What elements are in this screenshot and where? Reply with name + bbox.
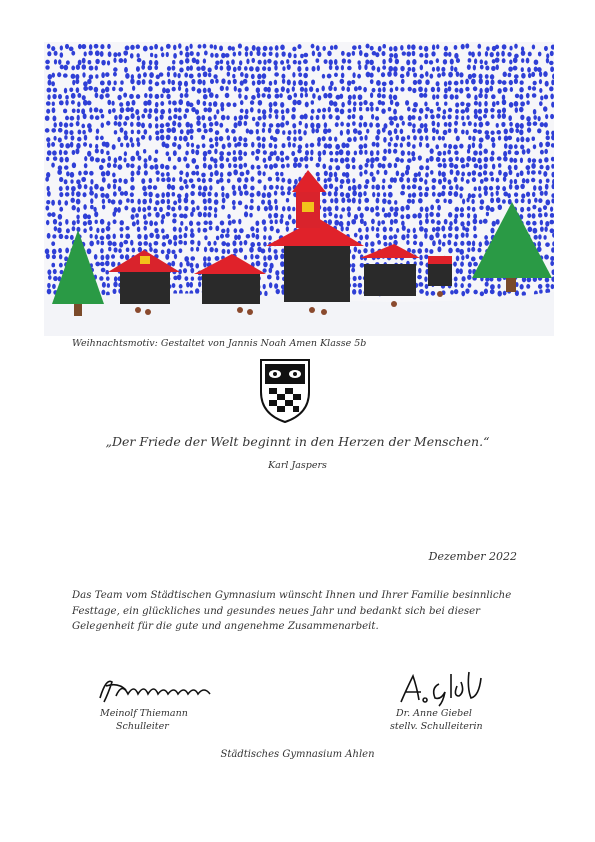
painting-illustration bbox=[44, 42, 554, 336]
painting-caption: Weihnachtsmotiv: Gestaltet von Jannis Noah Amen Klasse 5b bbox=[72, 338, 367, 349]
signature-thiemann bbox=[96, 672, 216, 706]
signatory-name-1: Meinolf Thiemann bbox=[100, 708, 188, 719]
school-crest-icon bbox=[257, 358, 313, 424]
house-4 bbox=[428, 256, 452, 286]
signatory-role-1: Schulleiter bbox=[116, 721, 169, 732]
quote: „Der Friede der Welt beginnt in den Herzen der Menschen.“ bbox=[105, 434, 490, 449]
quote-author: Karl Jaspers bbox=[268, 460, 327, 471]
date: Dezember 2022 bbox=[428, 550, 517, 563]
signature-giebel bbox=[395, 668, 491, 708]
signatory-role-2: stellv. Schulleiterin bbox=[390, 721, 483, 732]
christmas-painting bbox=[44, 42, 554, 336]
school-name: Städtisches Gymnasium Ahlen bbox=[220, 749, 375, 760]
signatory-name-2: Dr. Anne Giebel bbox=[396, 708, 472, 719]
greeting-message: Das Team vom Städtischen Gymnasium wünscht Ihnen und Ihrer Familie besinnliche Festtage, ein glückliches und gesundes neues Jahr und bedankt sich bei dieser Gelegenheit für die gute und angenehme Zusammenarbeit. bbox=[72, 590, 512, 632]
